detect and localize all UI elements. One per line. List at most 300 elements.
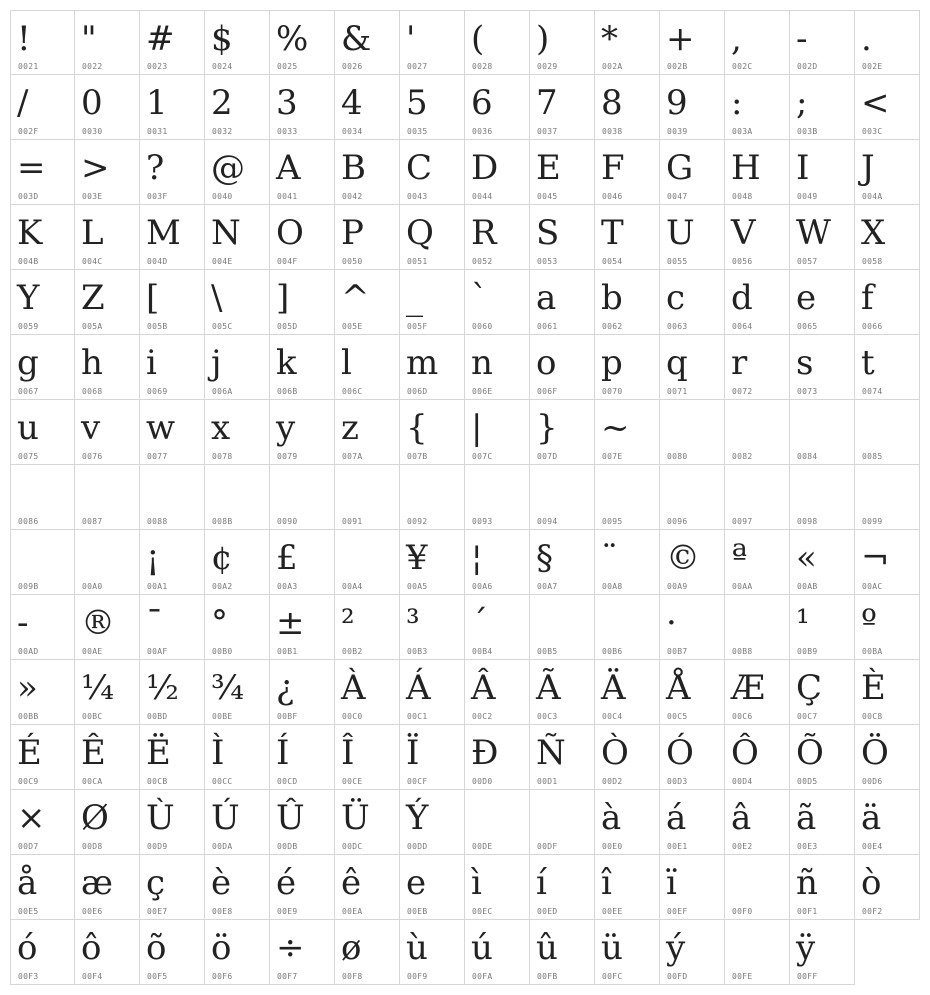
glyph-code: 007C bbox=[472, 452, 493, 461]
glyph-cell bbox=[140, 920, 205, 985]
glyph-code: 0052 bbox=[472, 257, 493, 266]
glyph-code: 002D bbox=[797, 62, 818, 71]
glyph-cell bbox=[465, 75, 530, 140]
glyph-code: 00AF bbox=[147, 647, 168, 656]
glyph-code: 00D4 bbox=[732, 777, 753, 786]
glyph-cell bbox=[595, 205, 660, 270]
glyph-code: 007D bbox=[537, 452, 558, 461]
glyph-code: 0066 bbox=[862, 322, 883, 331]
glyph-code: 00FC bbox=[602, 972, 623, 981]
glyph-code: 00A0 bbox=[82, 582, 103, 591]
glyph-cell bbox=[725, 400, 790, 465]
glyph-cell bbox=[530, 335, 595, 400]
glyph-code: 00E3 bbox=[797, 842, 818, 851]
glyph-code: 005A bbox=[82, 322, 103, 331]
glyph-cell bbox=[75, 75, 140, 140]
glyph-char: } bbox=[536, 408, 558, 448]
glyph-cell bbox=[530, 530, 595, 595]
glyph-code: 0043 bbox=[407, 192, 428, 201]
glyph-code: 0082 bbox=[732, 452, 753, 461]
glyph-char: f bbox=[861, 278, 874, 318]
glyph-char: X bbox=[861, 213, 886, 253]
glyph-cell bbox=[75, 10, 140, 75]
glyph-char: Ê bbox=[81, 733, 106, 773]
glyph-code: 00C3 bbox=[537, 712, 558, 721]
glyph-char: H bbox=[731, 148, 761, 188]
glyph-cell bbox=[855, 335, 920, 400]
glyph-code: 0053 bbox=[537, 257, 558, 266]
glyph-cell bbox=[660, 920, 725, 985]
glyph-code: 0034 bbox=[342, 127, 363, 136]
glyph-char: K bbox=[17, 213, 43, 253]
glyph-code: 004B bbox=[18, 257, 39, 266]
glyph-char: ® bbox=[81, 603, 115, 643]
glyph-code: 00CF bbox=[407, 777, 428, 786]
glyph-char: Å bbox=[666, 668, 691, 708]
glyph-cell bbox=[270, 10, 335, 75]
glyph-char: é bbox=[276, 863, 297, 903]
glyph-char: D bbox=[471, 148, 499, 188]
glyph-cell bbox=[75, 920, 140, 985]
glyph-cell bbox=[530, 660, 595, 725]
glyph-cell bbox=[660, 725, 725, 790]
glyph-char: ÷ bbox=[276, 928, 305, 968]
glyph-char: ? bbox=[146, 148, 165, 188]
glyph-code: 00D9 bbox=[147, 842, 168, 851]
glyph-cell bbox=[335, 595, 400, 660]
glyph-char: ý bbox=[666, 928, 686, 968]
glyph-char: + bbox=[666, 19, 695, 59]
glyph-code: 00CC bbox=[212, 777, 233, 786]
glyph-char: ú bbox=[471, 928, 493, 968]
glyph-code: 00A7 bbox=[537, 582, 558, 591]
glyph-code: 003C bbox=[862, 127, 883, 136]
glyph-char: _ bbox=[406, 278, 423, 318]
glyph-code: 0055 bbox=[667, 257, 688, 266]
glyph-code: 0050 bbox=[342, 257, 363, 266]
glyph-char: n bbox=[471, 343, 493, 383]
glyph-code: 00BA bbox=[862, 647, 883, 656]
glyph-char: ã bbox=[796, 798, 817, 838]
glyph-cell bbox=[205, 10, 270, 75]
glyph-cell bbox=[400, 855, 465, 920]
glyph-code: 00EA bbox=[342, 907, 363, 916]
glyph-code: 00BD bbox=[147, 712, 168, 721]
glyph-code: 005F bbox=[407, 322, 428, 331]
glyph-cell bbox=[270, 270, 335, 335]
glyph-code: 00C2 bbox=[472, 712, 493, 721]
glyph-char: a bbox=[536, 278, 557, 318]
glyph-cell bbox=[400, 725, 465, 790]
glyph-cell bbox=[10, 465, 75, 530]
glyph-cell bbox=[855, 725, 920, 790]
glyph-char: 7 bbox=[536, 83, 558, 123]
glyph-code: 0025 bbox=[277, 62, 298, 71]
glyph-code: 00F3 bbox=[18, 972, 39, 981]
glyph-code: 00E9 bbox=[277, 907, 298, 916]
glyph-code: 00BE bbox=[212, 712, 233, 721]
glyph-char: À bbox=[341, 668, 366, 708]
glyph-char: Ù bbox=[146, 798, 175, 838]
glyph-char: \ bbox=[211, 278, 223, 318]
glyph-char: Ã bbox=[536, 668, 561, 708]
glyph-code: 008B bbox=[212, 517, 233, 526]
glyph-cell bbox=[75, 725, 140, 790]
glyph-char: R bbox=[471, 213, 497, 253]
glyph-code: 005E bbox=[342, 322, 363, 331]
glyph-code: 00E0 bbox=[602, 842, 623, 851]
glyph-code: 0087 bbox=[82, 517, 103, 526]
glyph-code: 007B bbox=[407, 452, 428, 461]
glyph-code: 00F1 bbox=[797, 907, 818, 916]
glyph-cell bbox=[75, 660, 140, 725]
glyph-char: v bbox=[81, 408, 101, 448]
glyph-char: G bbox=[666, 148, 694, 188]
glyph-char: ^ bbox=[341, 278, 370, 318]
glyph-cell bbox=[660, 855, 725, 920]
glyph-cell bbox=[335, 270, 400, 335]
glyph-cell bbox=[270, 725, 335, 790]
glyph-char: < bbox=[861, 83, 890, 123]
glyph-code: 0077 bbox=[147, 452, 168, 461]
glyph-cell bbox=[140, 855, 205, 920]
glyph-code: 002E bbox=[862, 62, 883, 71]
glyph-code: 0068 bbox=[82, 387, 103, 396]
glyph-cell bbox=[270, 530, 335, 595]
glyph-char: Ô bbox=[731, 733, 759, 773]
glyph-code: 0042 bbox=[342, 192, 363, 201]
glyph-cell bbox=[400, 595, 465, 660]
glyph-char: W bbox=[796, 213, 831, 253]
glyph-cell bbox=[725, 465, 790, 530]
glyph-cell bbox=[725, 595, 790, 660]
glyph-char: ¢ bbox=[211, 538, 233, 578]
glyph-char: # bbox=[146, 19, 175, 59]
glyph-cell bbox=[205, 400, 270, 465]
glyph-code: 0073 bbox=[797, 387, 818, 396]
glyph-cell bbox=[790, 10, 855, 75]
glyph-code: 00F6 bbox=[212, 972, 233, 981]
glyph-cell bbox=[400, 660, 465, 725]
glyph-code: 0027 bbox=[407, 62, 428, 71]
glyph-code: 0021 bbox=[18, 62, 39, 71]
glyph-cell bbox=[595, 725, 660, 790]
glyph-char: E bbox=[536, 148, 561, 188]
glyph-cell bbox=[140, 725, 205, 790]
glyph-char: 3 bbox=[276, 83, 298, 123]
glyph-cell bbox=[205, 270, 270, 335]
glyph-code: 0099 bbox=[862, 517, 883, 526]
glyph-char: ; bbox=[796, 83, 808, 123]
glyph-cell bbox=[270, 660, 335, 725]
glyph-char: ÿ bbox=[796, 928, 816, 968]
glyph-cell bbox=[140, 660, 205, 725]
glyph-code: 0065 bbox=[797, 322, 818, 331]
glyph-code: 004A bbox=[862, 192, 883, 201]
glyph-code: 00DE bbox=[472, 842, 493, 851]
glyph-code: 00B7 bbox=[667, 647, 688, 656]
glyph-code: 00BC bbox=[82, 712, 103, 721]
glyph-cell bbox=[465, 400, 530, 465]
glyph-cell bbox=[790, 790, 855, 855]
glyph-char: õ bbox=[146, 928, 167, 968]
glyph-char: 1 bbox=[146, 83, 168, 123]
glyph-cell bbox=[595, 595, 660, 660]
glyph-char: T bbox=[601, 213, 624, 253]
glyph-code: 00B2 bbox=[342, 647, 363, 656]
glyph-cell bbox=[660, 205, 725, 270]
glyph-cell bbox=[140, 335, 205, 400]
glyph-cell bbox=[10, 790, 75, 855]
glyph-code: 0080 bbox=[667, 452, 688, 461]
glyph-code: 0058 bbox=[862, 257, 883, 266]
glyph-code: 0091 bbox=[342, 517, 363, 526]
glyph-code: 00B4 bbox=[472, 647, 493, 656]
glyph-cell bbox=[10, 140, 75, 205]
glyph-char: · bbox=[666, 603, 677, 643]
glyph-char: ì bbox=[471, 863, 482, 903]
glyph-cell bbox=[270, 335, 335, 400]
glyph-cell bbox=[595, 75, 660, 140]
glyph-code: 002B bbox=[667, 62, 688, 71]
glyph-cell bbox=[205, 75, 270, 140]
glyph-cell bbox=[270, 400, 335, 465]
glyph-code: 00AB bbox=[797, 582, 818, 591]
glyph-cell bbox=[725, 270, 790, 335]
glyph-char: Ö bbox=[861, 733, 889, 773]
glyph-code: 00B1 bbox=[277, 647, 298, 656]
glyph-code: 003B bbox=[797, 127, 818, 136]
glyph-cell bbox=[790, 75, 855, 140]
glyph-cell bbox=[10, 855, 75, 920]
glyph-cell bbox=[660, 790, 725, 855]
glyph-code: 0078 bbox=[212, 452, 233, 461]
glyph-code: 003D bbox=[18, 192, 39, 201]
glyph-char: @ bbox=[211, 148, 245, 188]
glyph-cell bbox=[465, 660, 530, 725]
glyph-cell bbox=[335, 530, 400, 595]
glyph-cell bbox=[595, 270, 660, 335]
glyph-code: 00EB bbox=[407, 907, 428, 916]
glyph-char: ó bbox=[17, 928, 38, 968]
glyph-code: 005C bbox=[212, 322, 233, 331]
glyph-code: 00D5 bbox=[797, 777, 818, 786]
glyph-code: 0023 bbox=[147, 62, 168, 71]
glyph-code: 0070 bbox=[602, 387, 623, 396]
glyph-cell bbox=[530, 270, 595, 335]
glyph-code: 00CA bbox=[82, 777, 103, 786]
glyph-char: V bbox=[731, 213, 756, 253]
glyph-cell bbox=[270, 75, 335, 140]
glyph-code: 009B bbox=[18, 582, 39, 591]
glyph-char: . bbox=[861, 19, 872, 59]
glyph-code: 00F7 bbox=[277, 972, 298, 981]
glyph-code: 0038 bbox=[602, 127, 623, 136]
glyph-cell bbox=[595, 10, 660, 75]
glyph-code: 003E bbox=[82, 192, 103, 201]
glyph-code: 00F9 bbox=[407, 972, 428, 981]
glyph-cell bbox=[465, 205, 530, 270]
glyph-char: Ñ bbox=[536, 733, 566, 773]
glyph-cell bbox=[660, 400, 725, 465]
glyph-cell bbox=[465, 725, 530, 790]
glyph-char: Ï bbox=[406, 733, 420, 773]
glyph-char: : bbox=[731, 83, 743, 123]
glyph-code: 0097 bbox=[732, 517, 753, 526]
glyph-char: g bbox=[17, 343, 39, 383]
glyph-char: Ü bbox=[341, 798, 370, 838]
glyph-code: 0063 bbox=[667, 322, 688, 331]
glyph-char: å bbox=[17, 863, 38, 903]
glyph-code: 00BB bbox=[18, 712, 39, 721]
glyph-char: ô bbox=[81, 928, 102, 968]
glyph-cell bbox=[725, 725, 790, 790]
glyph-char: y bbox=[276, 408, 296, 448]
glyph-code: 00A6 bbox=[472, 582, 493, 591]
glyph-char: ¡ bbox=[146, 538, 160, 578]
glyph-char: q bbox=[666, 343, 688, 383]
glyph-code: 004E bbox=[212, 257, 233, 266]
glyph-code: 0040 bbox=[212, 192, 233, 201]
glyph-char: Õ bbox=[796, 733, 824, 773]
glyph-cell bbox=[595, 920, 660, 985]
glyph-cell bbox=[595, 530, 660, 595]
glyph-char: { bbox=[406, 408, 428, 448]
glyph-char: ± bbox=[276, 603, 305, 643]
glyph-char: / bbox=[17, 83, 29, 123]
glyph-char: æ bbox=[81, 863, 113, 903]
glyph-char: ª bbox=[731, 538, 748, 578]
glyph-cell bbox=[790, 530, 855, 595]
glyph-cell bbox=[595, 335, 660, 400]
glyph-cell bbox=[270, 465, 335, 530]
glyph-char: t bbox=[861, 343, 875, 383]
glyph-char: m bbox=[406, 343, 439, 383]
glyph-cell bbox=[140, 400, 205, 465]
glyph-char: Â bbox=[471, 668, 496, 708]
glyph-code: 00C9 bbox=[18, 777, 39, 786]
glyph-cell bbox=[205, 465, 270, 530]
glyph-code: 00C6 bbox=[732, 712, 753, 721]
glyph-code: 005B bbox=[147, 322, 168, 331]
glyph-char: U bbox=[666, 213, 695, 253]
glyph-cell bbox=[790, 855, 855, 920]
glyph-code: 006D bbox=[407, 387, 428, 396]
glyph-char: r bbox=[731, 343, 748, 383]
glyph-code: 00B0 bbox=[212, 647, 233, 656]
glyph-code: 00FF bbox=[797, 972, 818, 981]
glyph-char: © bbox=[666, 538, 700, 578]
glyph-cell bbox=[790, 465, 855, 530]
glyph-char: ¨ bbox=[601, 538, 618, 578]
glyph-cell bbox=[725, 335, 790, 400]
glyph-cell bbox=[400, 140, 465, 205]
glyph-code: 00C0 bbox=[342, 712, 363, 721]
glyph-char: P bbox=[341, 213, 364, 253]
glyph-code: 00C5 bbox=[667, 712, 688, 721]
glyph-code: 00EF bbox=[667, 907, 688, 916]
glyph-char: S bbox=[536, 213, 560, 253]
glyph-code: 00EC bbox=[472, 907, 493, 916]
glyph-char: á bbox=[666, 798, 687, 838]
glyph-cell bbox=[530, 400, 595, 465]
glyph-cell bbox=[335, 725, 400, 790]
glyph-code: 0057 bbox=[797, 257, 818, 266]
glyph-char: Ò bbox=[601, 733, 629, 773]
glyph-code: 00B8 bbox=[732, 647, 753, 656]
glyph-code: 00A9 bbox=[667, 582, 688, 591]
glyph-cell bbox=[855, 465, 920, 530]
glyph-code: 00C1 bbox=[407, 712, 428, 721]
glyph-cell bbox=[400, 75, 465, 140]
glyph-code: 0094 bbox=[537, 517, 558, 526]
glyph-code: 00C7 bbox=[797, 712, 818, 721]
glyph-code: 00D8 bbox=[82, 842, 103, 851]
glyph-cell bbox=[530, 725, 595, 790]
glyph-char: ø bbox=[341, 928, 362, 968]
glyph-code: 00DC bbox=[342, 842, 363, 851]
glyph-cell bbox=[335, 465, 400, 530]
glyph-char: e bbox=[796, 278, 817, 318]
glyph-char: ò bbox=[861, 863, 882, 903]
glyph-cell bbox=[465, 595, 530, 660]
glyph-char: & bbox=[341, 19, 372, 59]
glyph-cell bbox=[335, 400, 400, 465]
glyph-code: 00D7 bbox=[18, 842, 39, 851]
glyph-code: 004C bbox=[82, 257, 103, 266]
glyph-char: û bbox=[536, 928, 558, 968]
glyph-code: 00ED bbox=[537, 907, 558, 916]
glyph-char: | bbox=[471, 408, 483, 448]
glyph-char: A bbox=[276, 148, 301, 188]
glyph-char: ² bbox=[341, 603, 355, 643]
glyph-cell bbox=[10, 270, 75, 335]
glyph-code: 0024 bbox=[212, 62, 233, 71]
glyph-cell bbox=[855, 75, 920, 140]
glyph-char: ´ bbox=[471, 603, 488, 643]
glyph-cell bbox=[75, 140, 140, 205]
glyph-cell bbox=[270, 595, 335, 660]
glyph-cell bbox=[725, 920, 790, 985]
glyph-code: 0061 bbox=[537, 322, 558, 331]
glyph-code: 0035 bbox=[407, 127, 428, 136]
glyph-cell bbox=[400, 205, 465, 270]
glyph-char: ( bbox=[471, 19, 485, 59]
glyph-code: 0062 bbox=[602, 322, 623, 331]
glyph-char: - bbox=[17, 603, 29, 643]
glyph-code: 00F4 bbox=[82, 972, 103, 981]
glyph-code: 00E1 bbox=[667, 842, 688, 851]
glyph-char: > bbox=[81, 148, 110, 188]
glyph-cell bbox=[725, 790, 790, 855]
glyph-cell bbox=[205, 530, 270, 595]
glyph-cell bbox=[75, 205, 140, 270]
glyph-cell bbox=[140, 270, 205, 335]
glyph-code: 0039 bbox=[667, 127, 688, 136]
glyph-cell bbox=[595, 660, 660, 725]
glyph-char: ñ bbox=[796, 863, 818, 903]
glyph-char: Ó bbox=[666, 733, 694, 773]
glyph-cell bbox=[335, 140, 400, 205]
glyph-cell bbox=[75, 530, 140, 595]
glyph-code: 00F2 bbox=[862, 907, 883, 916]
glyph-cell bbox=[75, 790, 140, 855]
glyph-cell bbox=[855, 400, 920, 465]
glyph-char: k bbox=[276, 343, 297, 383]
glyph-code: 0090 bbox=[277, 517, 298, 526]
glyph-cell bbox=[75, 335, 140, 400]
glyph-cell bbox=[400, 400, 465, 465]
